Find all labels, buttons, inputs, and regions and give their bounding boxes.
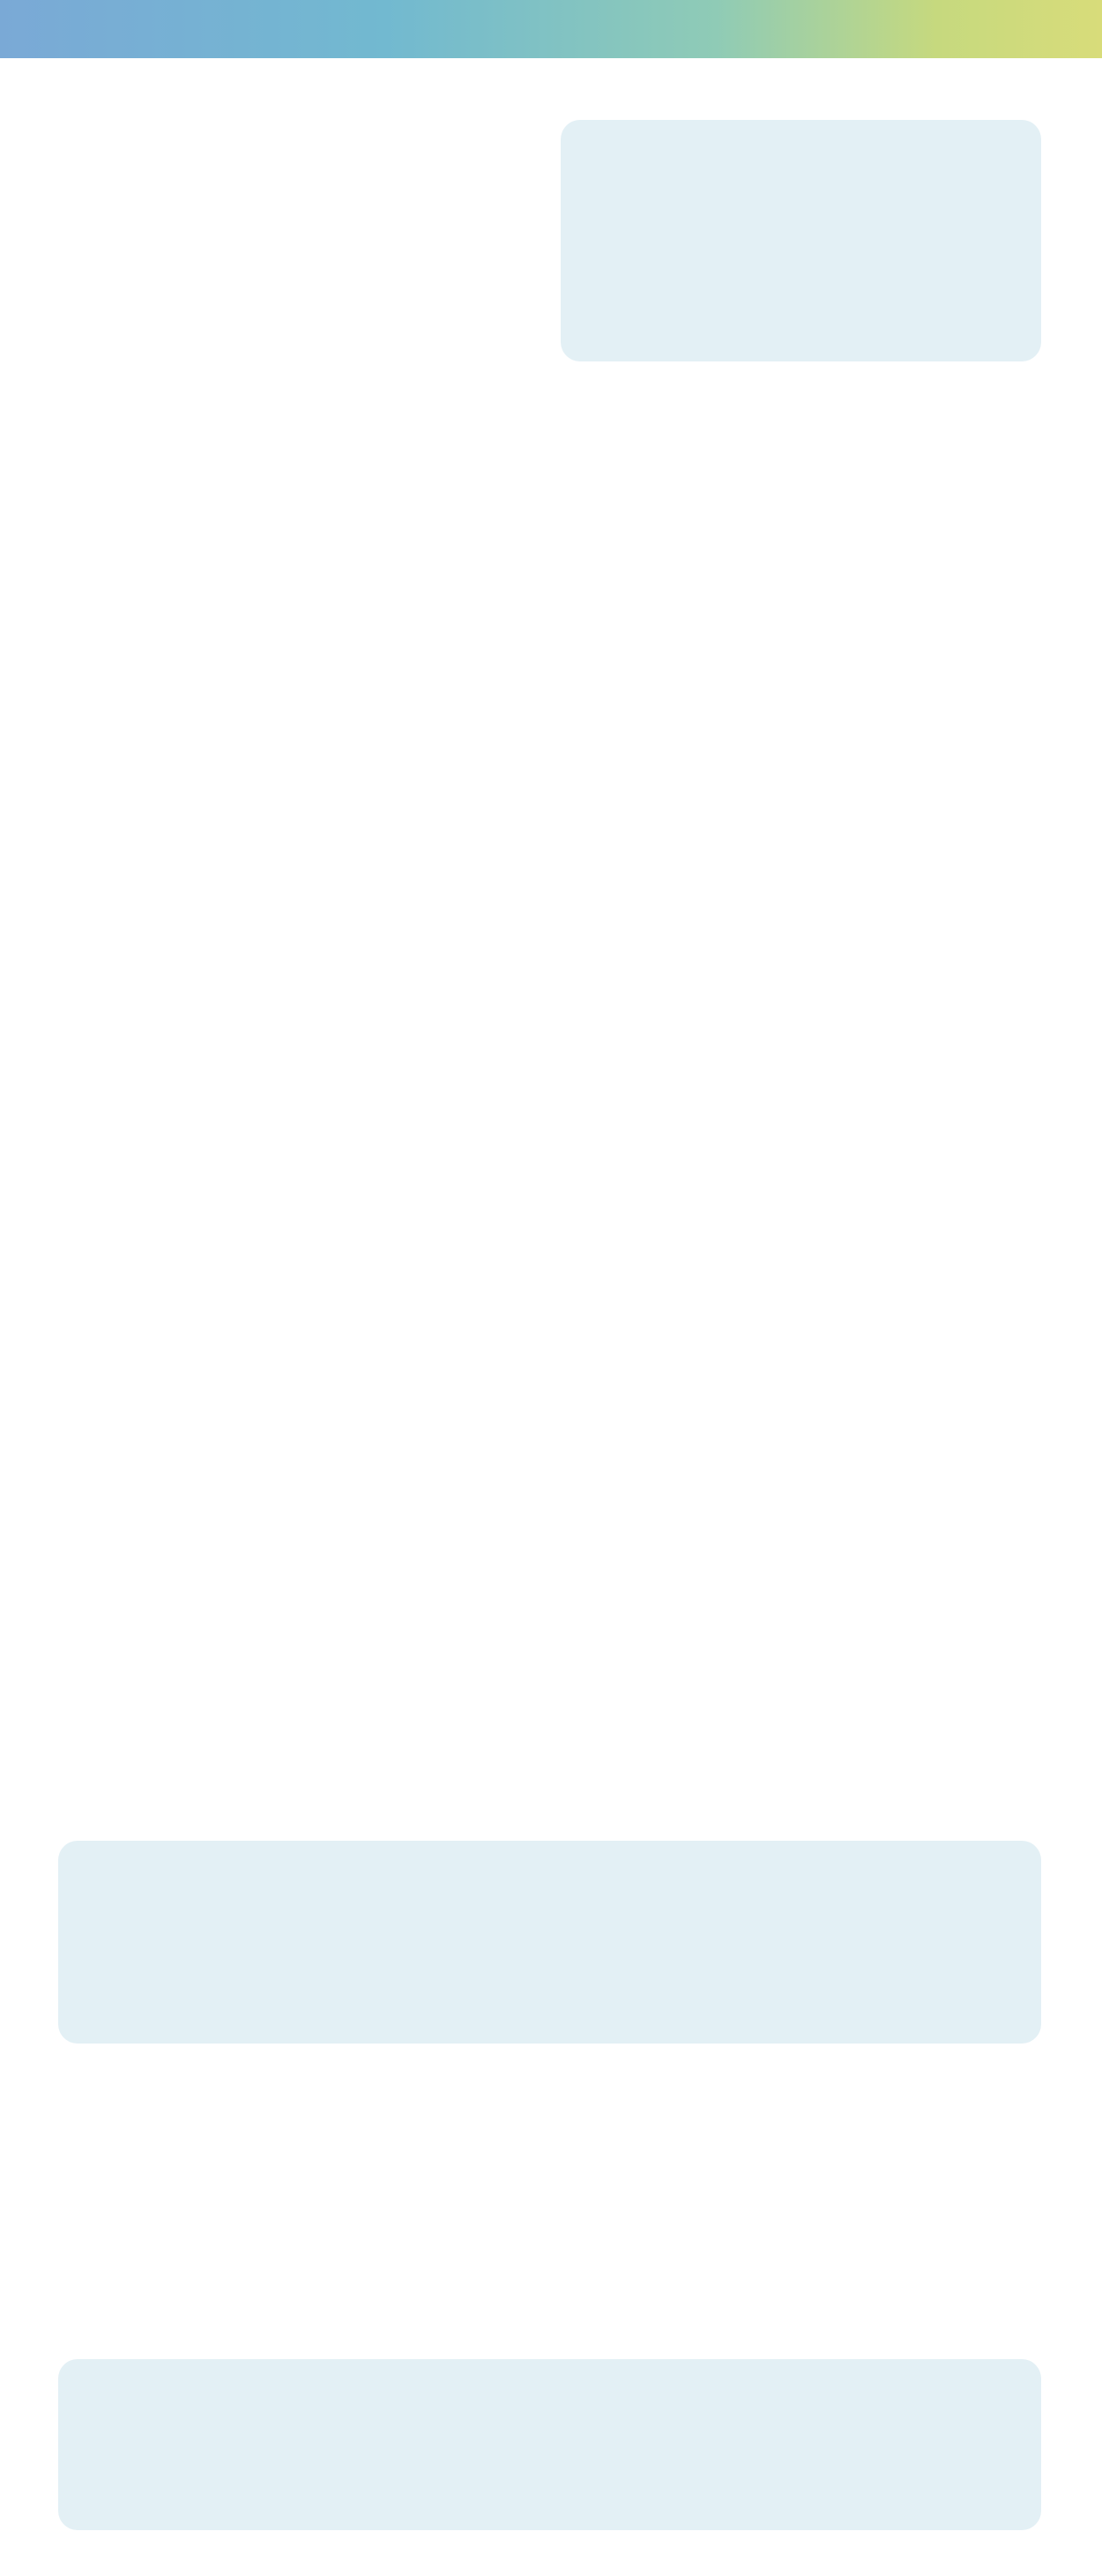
spacing-note-box [58,2359,1041,2530]
header-bar [0,0,1102,58]
colors-note-box [561,120,1041,361]
typography-note-box [58,1841,1041,2044]
